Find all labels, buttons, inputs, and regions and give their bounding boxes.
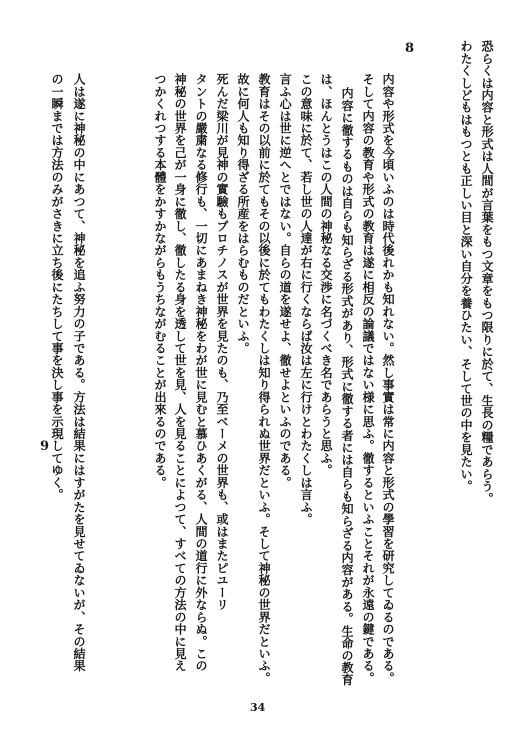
text-line: は、ほんとうはこの人間の神秘なる交渉に名づくべき名であらうと思ふ。 <box>319 73 333 477</box>
text-line: タントの嚴粛なる修行も、一切にあまねき神秘をわが世に見むと慕ひあくがる、人間の道行に外ならぬ。この <box>194 73 208 672</box>
text-line: 内容に徹するものは自らも知らざる形式があり、形式に徹する者には自らも知らざる内容がある。生命の教育 <box>340 87 354 686</box>
text-line: 言ふ心は世に逆へとではない。自らの道を遂せよ、徹せよといふのである。 <box>278 73 292 489</box>
page-number: 34 <box>250 701 266 714</box>
text-line: そして内容の教育や形式の教育は遂に相反の論議ではない様に思ふ。徹するといふことそれが永遠の鍵である。 <box>361 73 375 684</box>
text-line: 恐らくは内容と形式は人間が言葉をもつ文章をもつ限りに於て、生長の糧であらう。 <box>480 40 494 505</box>
text-line: 死んだ梁川が見神の實驗もプロチノスが世界を見たのも、乃至ベーメの世界も、或はまたピユーリ <box>215 73 229 611</box>
section-number: 9 <box>40 439 50 454</box>
text-line: 人は遂に神秘の中にあつて、神秘を追ふ努力の子である。方法は結果にはすがたを見せてゐないが、その結果 <box>72 73 86 672</box>
text-line: つかくれつする本體をかすかながらもうちながむることが出來るのである。 <box>153 73 167 489</box>
text-line: 内容や形式を今頃いふのは時代後れかも知れない。然し事實は常に内容と形式の學習を研究してゐるのである。 <box>381 73 395 684</box>
text-line: 教育はその以前に於てもその以後に於てもわたくしは知り得られぬ世界だといふ。そして神秘の世界だといふ。 <box>257 73 271 684</box>
text-line: わたくしどもはもつとも正しい目と深い自分を養ひたい、そして世の中を見たい。 <box>459 40 473 493</box>
text-line: 神秘の世界を己が一身に徹し、徹したる身を透して世を見、人を見ることによつて、すべての方法の中に見え <box>173 73 187 672</box>
section-number: 8 <box>405 41 415 56</box>
text-line: の一瞬までは方法のみがさきに立ち後にたちして事を決し事を示現してゆく。 <box>50 73 64 501</box>
text-line: この意味に於て、若し世の人達が右に行くならば汝は左に行けとわたくしは言ふ。 <box>299 73 313 526</box>
text-line: 故に何人も知り得ざる所産をはらむものだといふ。 <box>236 73 250 355</box>
